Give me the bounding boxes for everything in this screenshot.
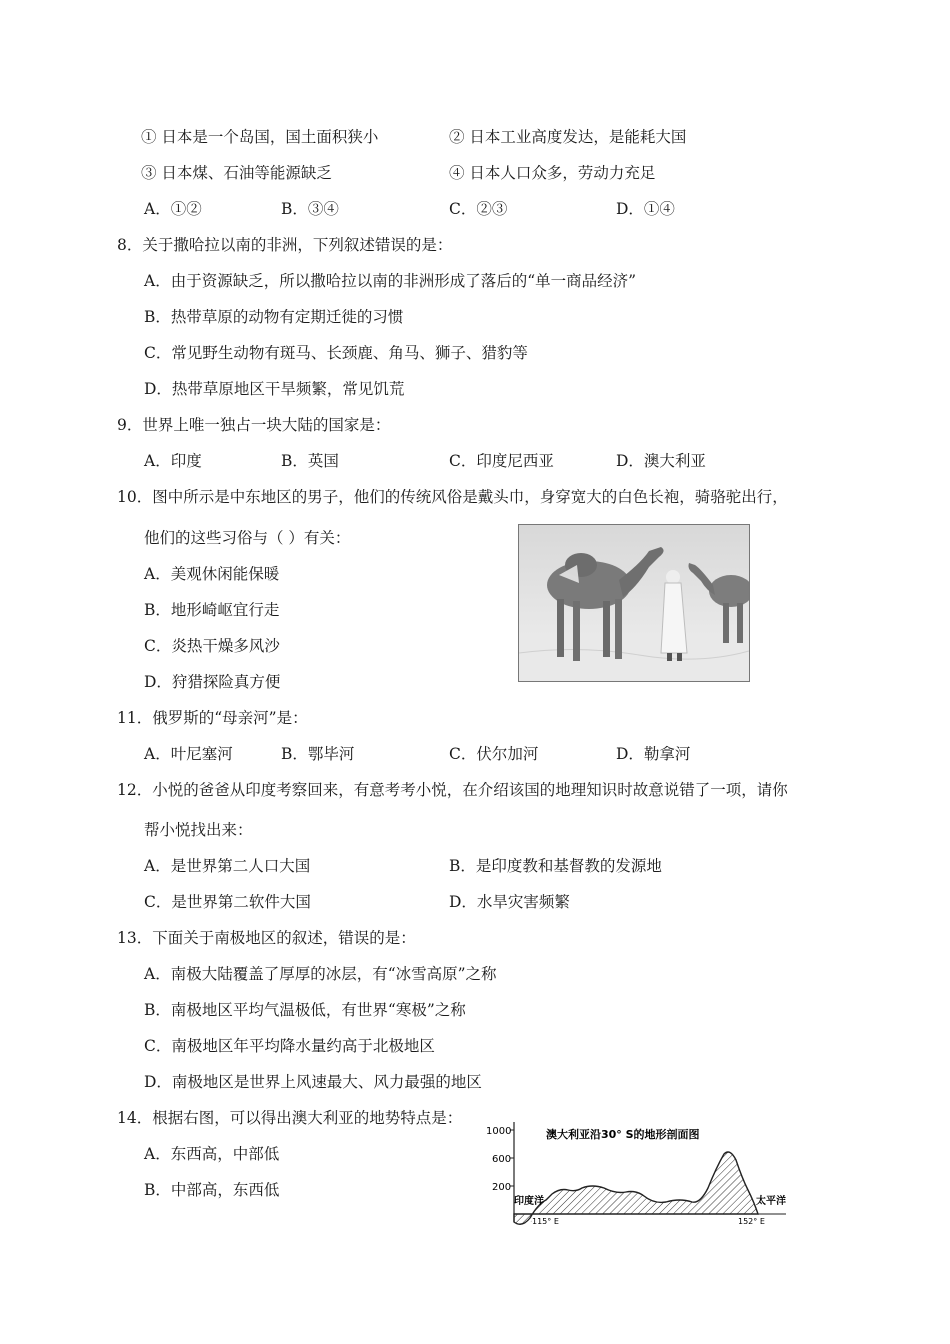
y-tick-1000: 1000 (486, 1126, 512, 1137)
q12-option-b: B．是印度教和基督教的发源地 (449, 857, 662, 875)
q7-option-c: C．②③ (449, 200, 508, 218)
q10-option-d: D．狩猎探险真方便 (144, 673, 281, 691)
q9-option-d: D．澳大利亚 (616, 452, 706, 470)
label-pacific-ocean: 太平洋 (756, 1196, 786, 1207)
q7-statement-2: ② 日本工业高度发达，是能耗大国 (449, 128, 687, 146)
q10-option-a: A．美观休闲能保暖 (144, 565, 280, 583)
q9-option-a: A．印度 (144, 452, 202, 470)
q10-stem-line1: 10．图中所示是中东地区的男子，他们的传统风俗是戴头巾，身穿宽大的白色长袍，骑骆驼出行， (117, 488, 788, 506)
q11-option-b: B．鄂毕河 (281, 745, 355, 763)
x-tick-152e: 152° E (738, 1217, 765, 1226)
q10-option-c: C．炎热干燥多风沙 (144, 637, 280, 655)
q10-stem-line2: 他们的这些习俗与（ ）有关： (144, 529, 351, 547)
q11-option-c: C．伏尔加河 (449, 745, 539, 763)
q8-option-b: B．热带草原的动物有定期迁徙的习惯 (144, 308, 404, 326)
profile-title: 澳大利亚沿30° S的地形剖面图 (546, 1128, 700, 1141)
q8-option-d: D．热带草原地区干旱频繁，常见饥荒 (144, 380, 405, 398)
q11-option-d: D．勒拿河 (616, 745, 691, 763)
q12-option-a: A．是世界第二人口大国 (144, 857, 311, 875)
q7-option-d: D．①④ (616, 200, 675, 218)
label-indian-ocean: 印度洋 (514, 1196, 544, 1207)
terrain-profile-line (514, 1152, 758, 1224)
q7-option-a: A．①② (144, 200, 202, 218)
q14-option-b: B．中部高，东西低 (144, 1181, 280, 1199)
q11-option-a: A．叶尼塞河 (144, 745, 233, 763)
q14-stem: 14．根据右图，可以得出澳大利亚的地势特点是： (117, 1109, 463, 1127)
q9-option-c: C．印度尼西亚 (449, 452, 554, 470)
q13-stem: 13．下面关于南极地区的叙述，错误的是： (117, 929, 416, 947)
q7-statement-1: ① 日本是一个岛国，国土面积狭小 (141, 128, 379, 146)
q14-option-a: A．东西高，中部低 (144, 1145, 280, 1163)
q7-statement-3: ③ 日本煤、石油等能源缺乏 (141, 164, 332, 182)
q8-option-c: C．常见野生动物有斑马、长颈鹿、角马、狮子、猎豹等 (144, 344, 528, 362)
q12-stem-line1: 12．小悦的爸爸从印度考察回来，有意考考小悦，在介绍该国的地理知识时故意说错了一项，请你 (117, 781, 788, 799)
y-tick-600: 600 (492, 1154, 512, 1165)
q12-stem-line2: 帮小悦找出来： (144, 821, 253, 839)
q7-statement-4: ④ 日本人口众多，劳动力充足 (449, 164, 656, 182)
q12-option-c: C．是世界第二软件大国 (144, 893, 311, 911)
q7-option-b: B．③④ (281, 200, 339, 218)
q11-stem: 11．俄罗斯的“母亲河”是： (117, 709, 308, 727)
q9-option-b: B．英国 (281, 452, 339, 470)
q10-option-b: B．地形崎岖宜行走 (144, 601, 280, 619)
camel-photo (518, 524, 750, 682)
q12-option-d: D．水旱灾害频繁 (449, 893, 570, 911)
q13-option-d: D．南极地区是世界上风速最大、风力最强的地区 (144, 1073, 482, 1091)
y-tick-200: 200 (492, 1182, 512, 1193)
q13-option-b: B．南极地区平均气温极低，有世界“寒极”之称 (144, 1001, 466, 1019)
q13-option-c: C．南极地区年平均降水量约高于北极地区 (144, 1037, 435, 1055)
q8-stem: 8．关于撒哈拉以南的非洲，下列叙述错误的是： (117, 236, 453, 254)
x-tick-115e: 115° E (532, 1217, 559, 1226)
q8-option-a: A．由于资源缺乏，所以撒哈拉以南的非洲形成了落后的“单一商品经济” (144, 272, 637, 290)
q9-stem: 9．世界上唯一独占一块大陆的国家是： (117, 416, 391, 434)
terrain-profile-figure (486, 1118, 792, 1228)
q13-option-a: A．南极大陆覆盖了厚厚的冰层，有“冰雪高原”之称 (144, 965, 497, 983)
